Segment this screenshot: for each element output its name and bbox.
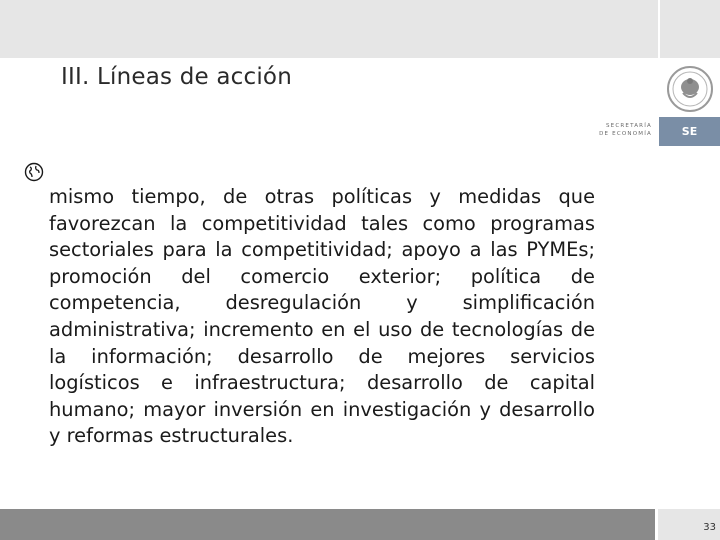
se-logo: SE xyxy=(659,117,720,146)
globe-icon xyxy=(24,162,44,182)
footer-band xyxy=(0,509,655,540)
logo-line-1: SECRETARÍA xyxy=(605,123,652,129)
slide-body-text: mismo tiempo, de otras políticas y medidas que favorezcan la competitividad tales como programas sectoriales para la competitividad; apoyo a las PYMEs; promoción del comercio exterior; política de competencia, desregulación y simplificación administrativa; incremento en el uso de tecnologías de la información; desarrollo de mejores servicios logísticos e infraestructura; desarrollo de capital humano; mayor inversión en investigación y desarrollo y reformas estructurales. xyxy=(49,185,595,448)
header-band xyxy=(0,0,658,58)
national-seal-icon xyxy=(666,63,714,115)
secretaria-logo-text xyxy=(590,123,652,138)
header-band-right xyxy=(660,0,720,58)
slide-title: III. Líneas de acción xyxy=(61,64,292,90)
logo-line-2: DE ECONOMÍA xyxy=(599,130,652,137)
page-number: 33 xyxy=(703,522,716,533)
